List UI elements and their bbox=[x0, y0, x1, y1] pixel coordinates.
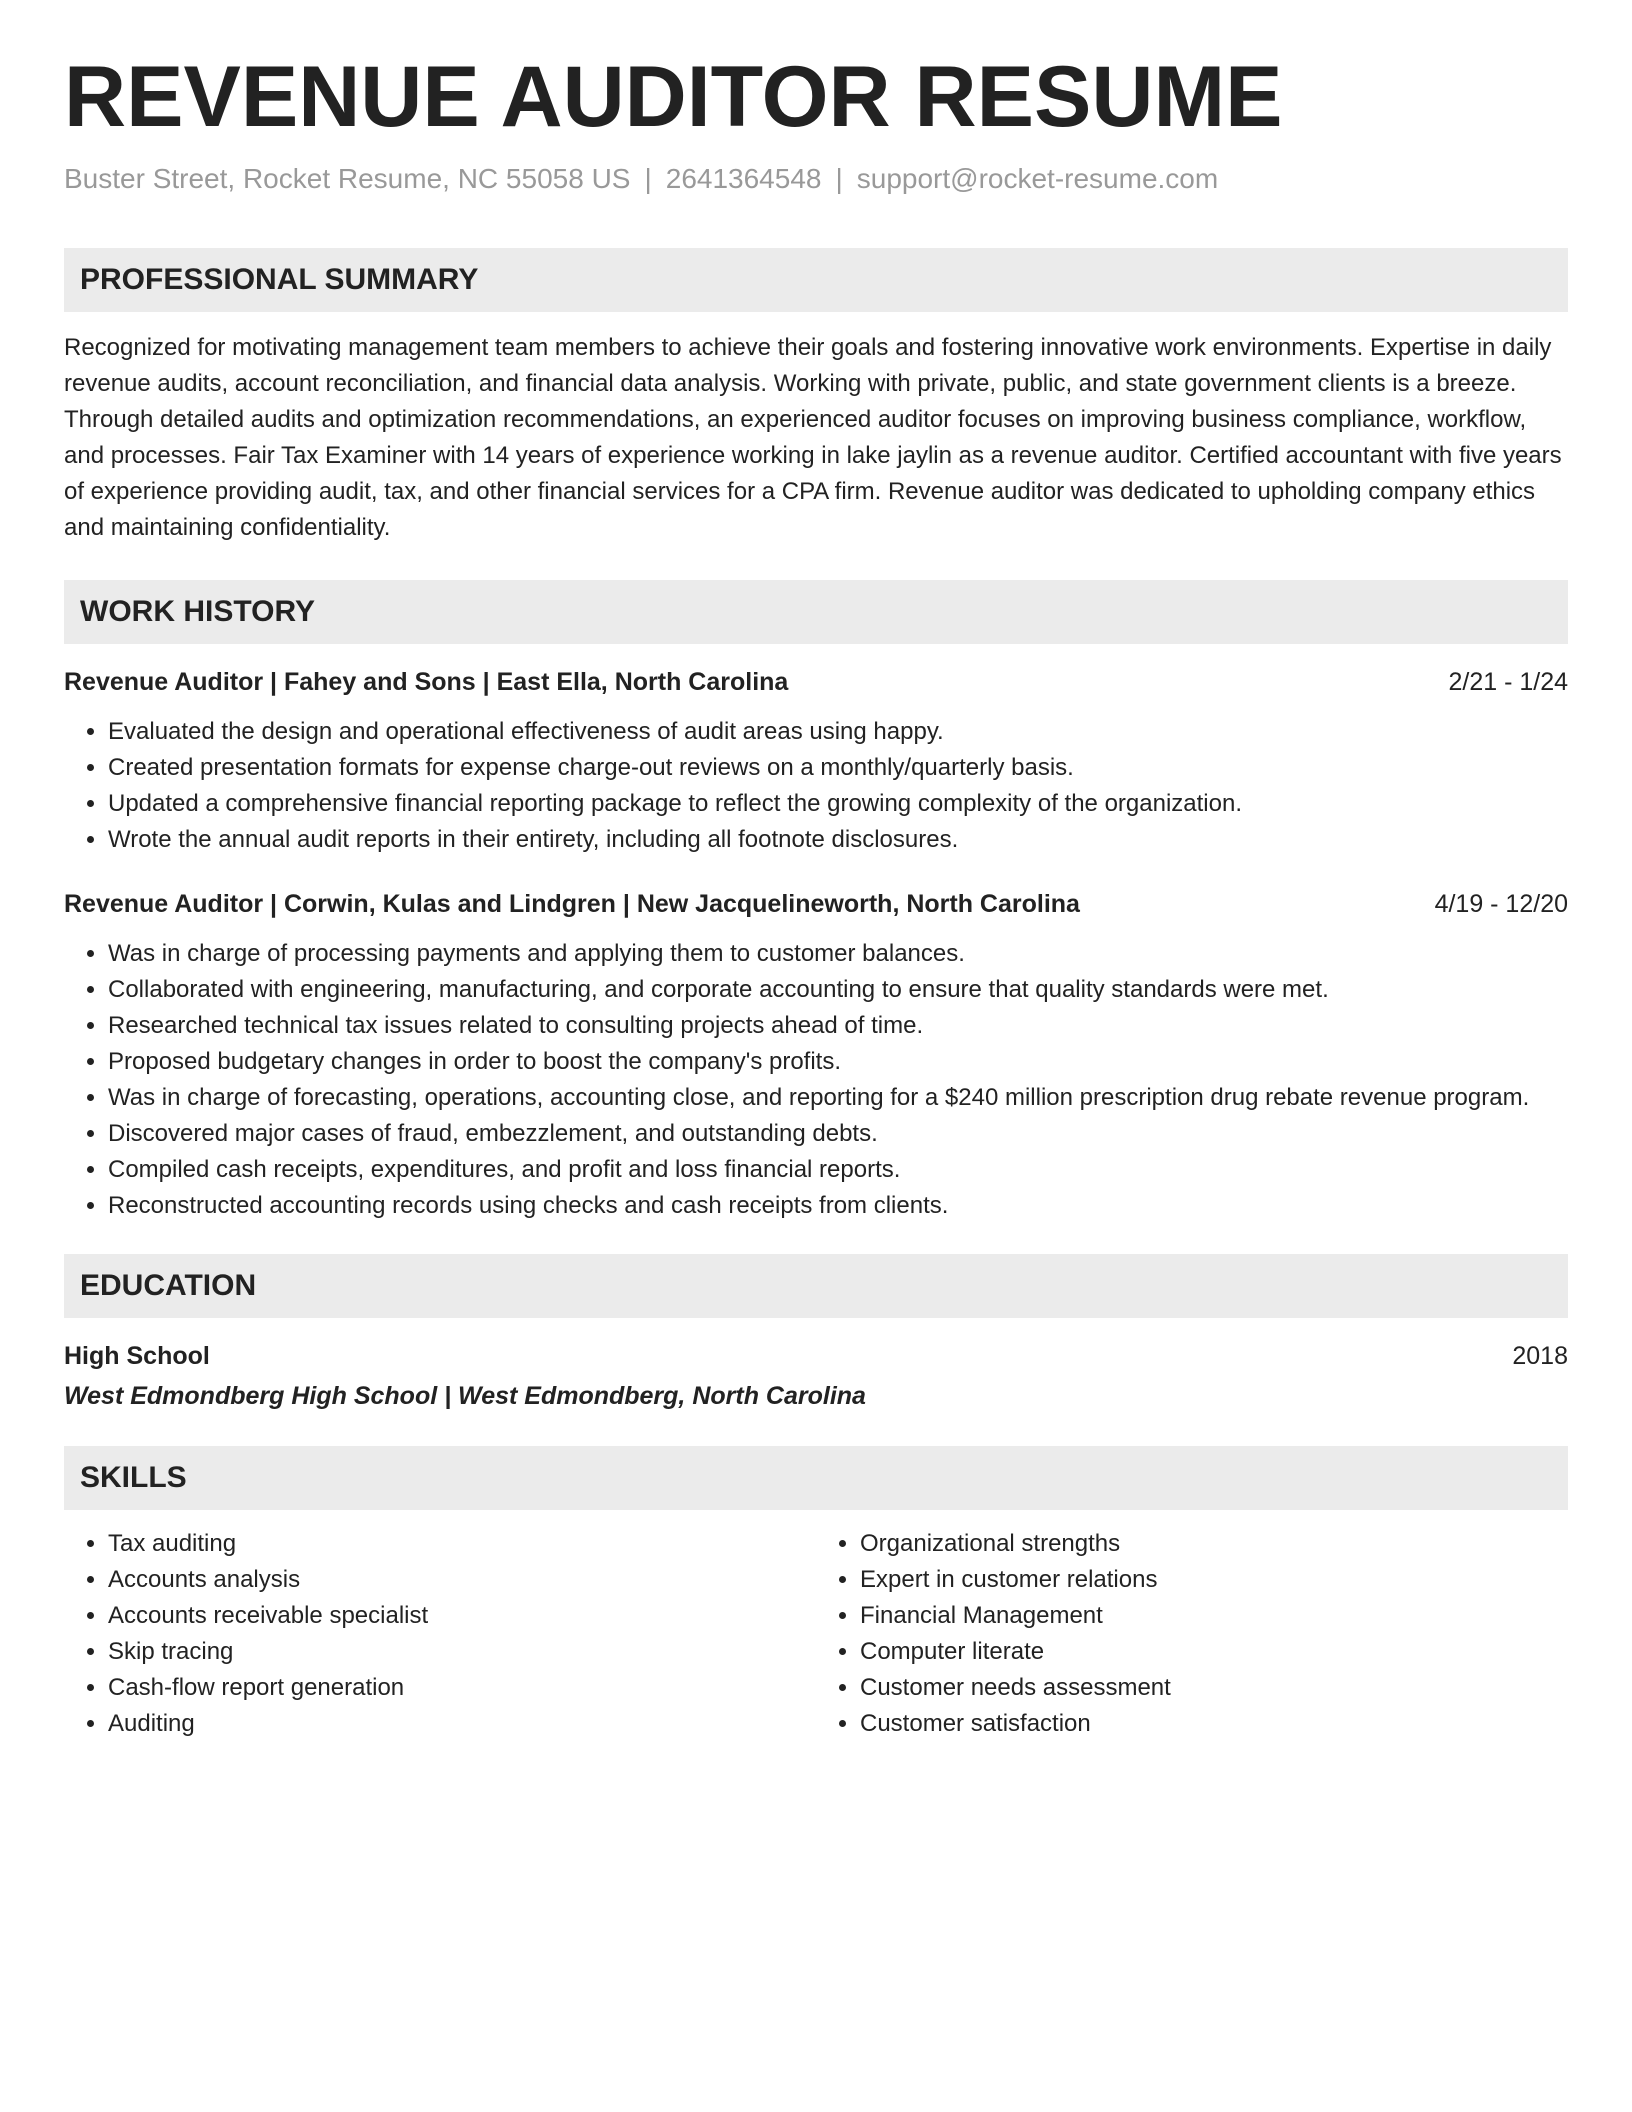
job-bullet: • Discovered major cases of fraud, embezzlement, and outstanding debts. bbox=[108, 1116, 1568, 1152]
job-bullet: • Was in charge of forecasting, operations, accounting close, and reporting for a $240 million prescription drug rebate revenue program. bbox=[108, 1080, 1568, 1116]
job-entry bbox=[64, 664, 1568, 858]
job-bullet: • Proposed budgetary changes in order to boost the company's profits. bbox=[108, 1044, 1568, 1080]
section-heading-work-history: WORK HISTORY bbox=[64, 580, 1568, 644]
education-header bbox=[64, 1336, 1568, 1376]
job-bullet: • Compiled cash receipts, expenditures, and profit and loss financial reports. bbox=[108, 1152, 1568, 1188]
skill-item: • Skip tracing bbox=[108, 1634, 816, 1670]
contact-phone: 2641364548 bbox=[665, 162, 822, 194]
job-header bbox=[64, 886, 1568, 922]
skill-item: • Accounts receivable specialist bbox=[108, 1598, 816, 1634]
contact-separator: | bbox=[835, 162, 843, 194]
contact-separator: | bbox=[644, 162, 652, 194]
job-bullet: • Evaluated the design and operational effectiveness of audit areas using happy. bbox=[108, 714, 1568, 750]
skill-item: • Customer needs assessment bbox=[860, 1670, 1568, 1706]
job-entry bbox=[64, 886, 1568, 1224]
skill-item: • Organizational strengths bbox=[860, 1526, 1568, 1562]
job-dates: 2/21 - 1/24 bbox=[1448, 667, 1568, 696]
job-bullet: • Wrote the annual audit reports in their entirety, including all footnote disclosures. bbox=[108, 822, 1568, 858]
job-bullet: • Was in charge of processing payments and applying them to customer balances. bbox=[108, 936, 1568, 972]
job-bullets bbox=[64, 714, 1568, 858]
resume-title: REVENUE AUDITOR RESUME bbox=[64, 49, 1283, 145]
education-degree: High School bbox=[64, 1341, 210, 1370]
contact-address: Buster Street, Rocket Resume, NC 55058 US bbox=[64, 162, 631, 194]
job-dates: 4/19 - 12/20 bbox=[1434, 889, 1568, 918]
skill-item: • Customer satisfaction bbox=[860, 1706, 1568, 1742]
skill-item: • Accounts analysis bbox=[108, 1562, 816, 1598]
skill-item: • Auditing bbox=[108, 1706, 816, 1742]
job-title: Revenue Auditor | Fahey and Sons | East Ella, North Carolina bbox=[64, 667, 789, 696]
job-bullet: • Created presentation formats for expense charge-out reviews on a monthly/quarterly basis. bbox=[108, 750, 1568, 786]
skills-list-left bbox=[64, 1526, 816, 1742]
skills-list-right bbox=[816, 1526, 1568, 1742]
section-heading-education: EDUCATION bbox=[64, 1254, 1568, 1318]
education-year: 2018 bbox=[1512, 1341, 1568, 1370]
section-heading-summary: PROFESSIONAL SUMMARY bbox=[64, 248, 1568, 312]
summary-text: Recognized for motivating management team members to achieve their goals and fostering innovative work environments. Expertise in daily revenue audits, account reconciliation, and financial data analysis. Working with private, public, and state government clients is a breeze. Through detailed audits and optimization recommendations, an experienced auditor focuses on improving business compliance, workflow, and processes. Fair Tax Examiner with 14 years of experience working in lake jaylin as a revenue auditor. Certified accountant with five years of experience providing audit, tax, and other financial services for a CPA firm. Revenue auditor was dedicated to upholding company ethics and maintaining confidentiality. bbox=[64, 333, 1562, 541]
job-bullets bbox=[64, 936, 1568, 1224]
contact-line bbox=[64, 159, 1568, 198]
skill-item: • Expert in customer relations bbox=[860, 1562, 1568, 1598]
job-title: Revenue Auditor | Corwin, Kulas and Lindgren | New Jacquelineworth, North Carolina bbox=[64, 889, 1080, 918]
job-bullet: • Collaborated with engineering, manufacturing, and corporate accounting to ensure that quality standards were met. bbox=[108, 972, 1568, 1008]
skill-item: • Financial Management bbox=[860, 1598, 1568, 1634]
job-header bbox=[64, 664, 1568, 700]
contact-email: support@rocket-resume.com bbox=[856, 162, 1219, 194]
education-school: West Edmondberg High School | West Edmondberg, North Carolina bbox=[64, 1381, 866, 1410]
job-bullet: • Researched technical tax issues related to consulting projects ahead of time. bbox=[108, 1008, 1568, 1044]
section-heading-skills: SKILLS bbox=[64, 1446, 1568, 1510]
skill-item: • Tax auditing bbox=[108, 1526, 816, 1562]
skills-columns bbox=[64, 1520, 1568, 1742]
job-bullet: • Updated a comprehensive financial reporting package to reflect the growing complexity of the organization. bbox=[108, 786, 1568, 822]
job-bullet: • Reconstructed accounting records using checks and cash receipts from clients. bbox=[108, 1188, 1568, 1224]
skill-item: • Cash-flow report generation bbox=[108, 1670, 816, 1706]
skill-item: • Computer literate bbox=[860, 1634, 1568, 1670]
